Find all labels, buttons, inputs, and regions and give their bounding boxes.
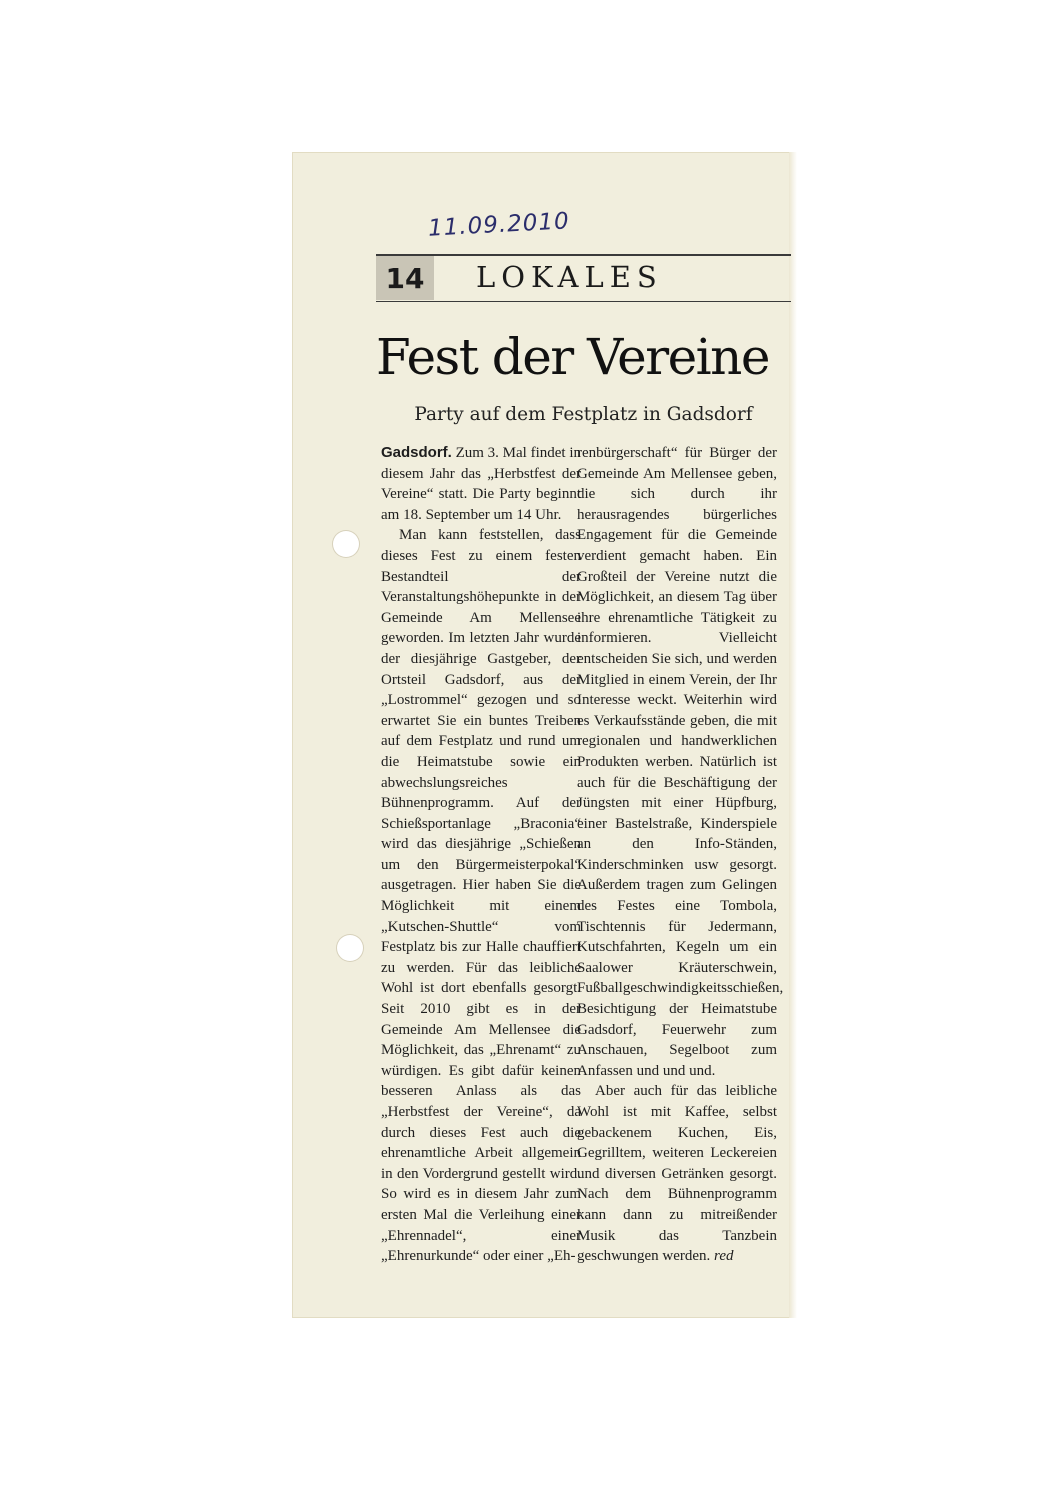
headline: Fest der Vereine bbox=[376, 328, 769, 386]
page-number: 14 bbox=[376, 256, 434, 300]
paragraph-text: Zum 3. Mal findet in diesem Jahr das „Herbstfest der Vereine“ statt. Die Party beginnt am 18. September um 14 Uhr. bbox=[381, 445, 581, 523]
dateline: Gadsdorf. bbox=[381, 444, 452, 461]
author-initials: red bbox=[714, 1248, 734, 1265]
paragraph-text: Aber auch für das leibliche Wohl ist mit Kaffee, selbst gebackenem Kuchen, Eis, Gegrilltem, weiteren Leckereien und diversen Getränken gesorgt. Nach dem Bühnenprogramm kann dann zu mitreißender Musik das Tanzbein geschwungen werden. bbox=[577, 1083, 777, 1265]
article-column-left bbox=[381, 443, 581, 1267]
article-paragraph: Man kann feststellen, dass dieses Fest zu einem festen Bestandteil der Veranstaltungshöhepunkte in der Gemeinde Am Mellensee geworden. Im letzten Jahr wurde der diesjährige Gastgeber, der Ortsteil Gadsdorf, aus der „Lostrommel“ gezogen und so erwartet Sie ein buntes Treiben auf dem Festplatz und rund um die Heimatstube sowie ein abwechslungsreiches Bühnenprogramm. Auf der Schießsportanlage „Braconia“ wird das diesjährige „Schießen um den Bürgermeisterpokal“ ausgetragen. Hier haben Sie die Möglichkeit mit einem „Kutschen-Shuttle“ vom Festplatz bis zur Halle chauffiert zu werden. Für das leibliche Wohl ist dort ebenfalls gesorgt. Seit 2010 gibt es in der Gemeinde Am Mellensee die Möglichkeit, das „Ehrenamt“ zu würdigen. Es gibt dafür keinen besseren Anlass als das „Herbstfest der Vereine“, da durch dieses Fest auch die ehrenamtliche Arbeit allgemein in den Vordergrund gestellt wird. So wird es in diesem Jahr zum ersten Mal die Verleihung einer „Ehrennadel“, einer „Ehrenurkunde“ oder einer „Eh- bbox=[381, 527, 581, 1265]
section-header bbox=[376, 256, 791, 300]
handwritten-date: 11.09.2010 bbox=[427, 208, 571, 242]
punch-hole-top bbox=[333, 531, 359, 557]
section-rule-bottom bbox=[376, 301, 791, 302]
article-paragraph bbox=[381, 443, 581, 525]
subheadline: Party auf dem Festplatz in Gadsdorf bbox=[414, 404, 753, 425]
section-name: LOKALES bbox=[476, 260, 663, 294]
article-paragraph bbox=[577, 1081, 777, 1266]
article-paragraph: renbürgerschaft“ für Bürger der Gemeinde Am Mellensee geben, die sich durch ihr herausragendes bürgerliches Engagement für die Gemeinde verdient gemacht haben. Ein Großteil der Vereine nutzt die Möglichkeit, an diesem Tag über ihre ehrenamtliche Tätigkeit zu informieren. Vielleicht entscheiden Sie sich, und werden Mitglied in einem Verein, der Ihr Interesse weckt. Weiterhin wird es Verkaufsstände geben, die mit regionalen und handwerklichen Produkten werben. Natürlich ist auch für die Beschäftigung der Jüngsten mit einer Hüpfburg, einer Bastelstraße, Kinderspiele an den Info-Ständen, Kinderschminken usw gesorgt. Außerdem tragen zum Gelingen des Festes eine Tombola, Tischtennis für Jedermann, Kutschfahrten, Kegeln um ein Saalower Kräuterschwein, Fußballgeschwindigkeitsschießen, Besichtigung der Heimatstube Gadsdorf, Feuerwehr zum Anschauen, Segelboot zum Anfassen und und und. bbox=[577, 445, 784, 1079]
punch-hole-bottom bbox=[337, 935, 363, 961]
article-column-right bbox=[577, 443, 784, 1267]
